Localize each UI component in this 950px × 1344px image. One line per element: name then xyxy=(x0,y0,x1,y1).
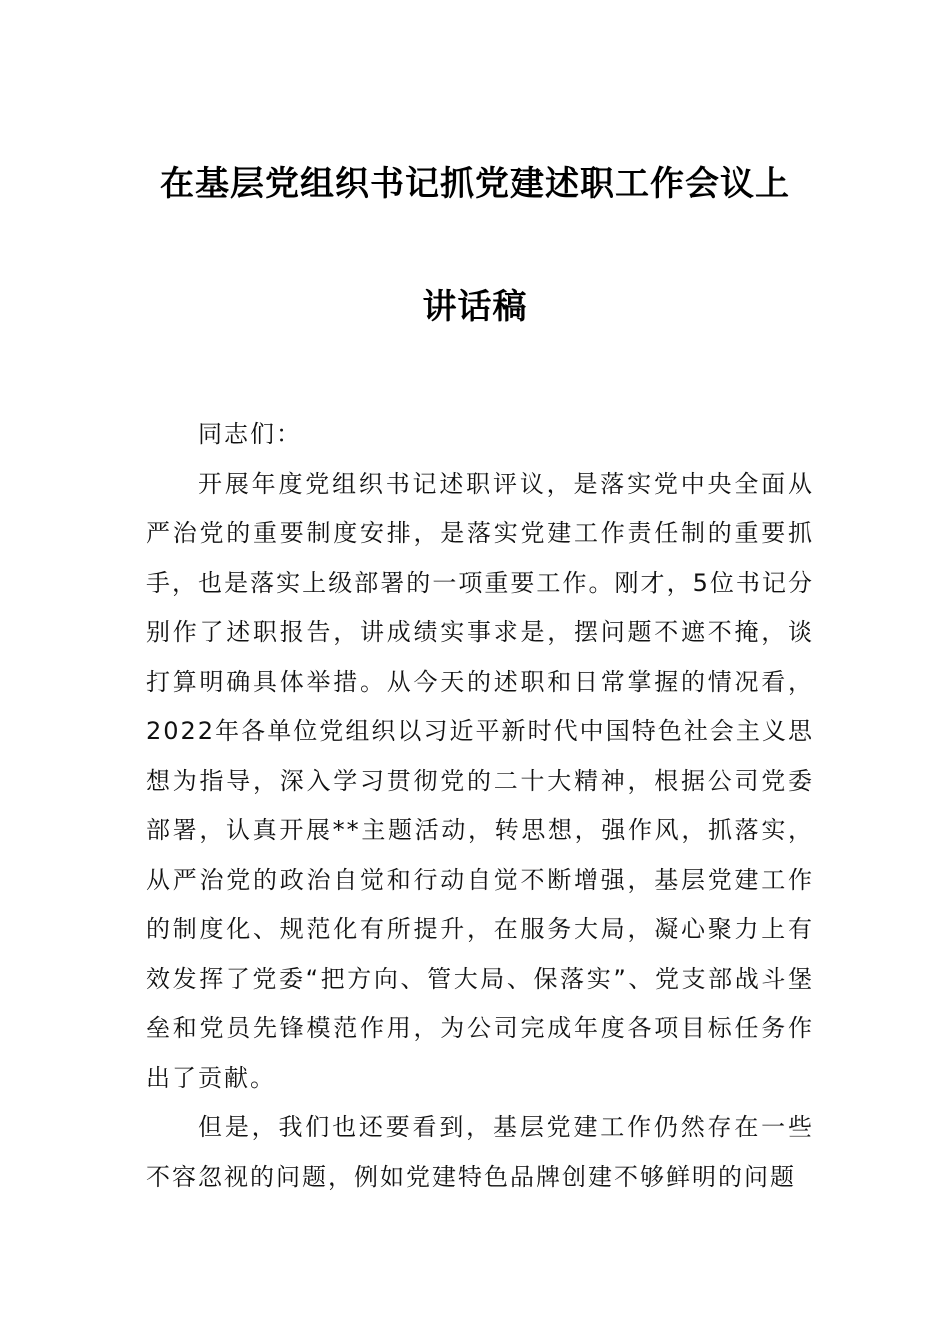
paragraph-1: 开展年度党组织书记述职评议，是落实党中央全面从严治党的重要制度安排，是落实党建工作责任制的重要抓手，也是落实上级部署的一项重要工作。刚才，5位书记分别作了述职报告，讲成绩实事求是，摆问题不遮不掩，谈打算明确具体举措。从今天的述职和日常掌握的情况看，2022年各单位党组织以习近平新时代中国特色社会主义思想为指导，深入学习贯彻党的二十大精神，根据公司党委部署，认真开展**主题活动，转思想，强作风，抓落实，从严治党的政治自觉和行动自觉不断增强，基层党建工作的制度化、规范化有所提升，在服务大局，凝心聚力上有效发挥了党委“把方向、管大局、保落实”、党支部战斗堡垒和党员先锋模范作用，为公司完成年度各项目标任务作出了贡献。 xyxy=(146,469,814,1092)
paragraph-2: 但是，我们也还要看到，基层党建工作仍然存在一些不容忽视的问题，例如党建特色品牌创建不够鲜明的问题 xyxy=(146,1113,814,1191)
greeting: 同志们： xyxy=(198,420,302,448)
document-title-line-1: 在基层党组织书记抓党建述职工作会议上 xyxy=(160,164,790,204)
document-title-line-2: 讲话稿 xyxy=(422,287,528,327)
document-body xyxy=(146,410,814,1202)
